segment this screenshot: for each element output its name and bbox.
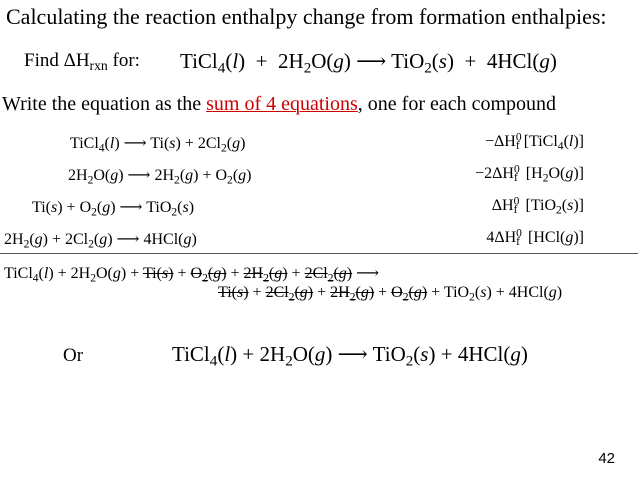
page-number: 42: [598, 450, 615, 467]
reaction-3-equation: $Ti(s) + O_2(g)$ ⟶ TiO$_2$(s): [32, 199, 195, 219]
reaction-2-enthalpy: $-2\Delta H^0_f$ $[H_2O(g)]$: [475, 163, 584, 185]
reaction-4-equation: $2H_2(g) + 2Cl_2(g)$ ⟶ 4HCl(g): [4, 231, 197, 251]
sum-divider-line: [0, 253, 638, 254]
instruction-text: Write the equation as the sum of 4 equations, one for each compound: [2, 93, 557, 115]
target-equation: TiCl$_4$(l) + $2H_2O(g)$ ⟶ TiO$_2$(s) + 4HCl(g): [180, 49, 557, 77]
summed-equation-line-2: $Ti(s) + 2Cl_2(g) + 2H_2(g) + O_2(g) + TiO_2(s) + 4HCl(g)$: [218, 284, 563, 304]
reaction-3-enthalpy: $\Delta H^0_f$ [TiO$_2$(s)]: [491, 195, 584, 217]
find-label: Find $\Delta H_{rxn}$ for:: [24, 50, 140, 74]
reaction-4-enthalpy: $4\Delta H^0_f$ [HCl(g)]: [486, 227, 584, 249]
reaction-1-enthalpy: $-\Delta H^0_f$ [TiCl$_4$(l)]: [484, 131, 584, 153]
reaction-2-equation: $2H_2O(g)$ ⟶ $2H_2(g) + O_2(g)$: [68, 167, 252, 187]
reaction-1-equation: TiCl$_4$(l) ⟶ $Ti(s) + 2Cl_2(g)$: [70, 135, 246, 155]
summed-equation-line-1: TiCl$_4$(l) + $2H_2O(g) + Ti(s) + O_2(g) + 2H_2(g) + 2Cl_2(g)$ ⟶: [4, 265, 380, 285]
slide-title: Calculating the reaction enthalpy change from formation enthalpies:: [6, 4, 607, 29]
overall-equation: TiCl$_4$(l) + $2H_2O(g)$ ⟶ TiO$_2$(s) + 4HCl(g): [172, 342, 528, 370]
or-label: Or: [63, 345, 84, 366]
highlighted-phrase: sum of 4 equations: [206, 93, 358, 115]
